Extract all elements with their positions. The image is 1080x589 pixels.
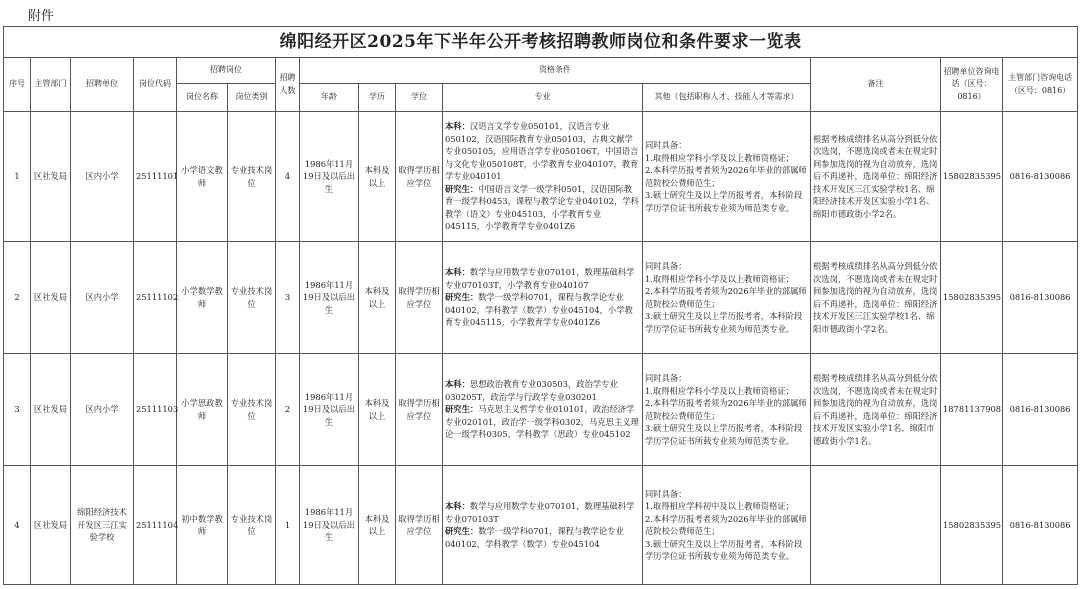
cell-unit: 区内小学 — [71, 242, 134, 354]
cell-code: 25111102 — [134, 242, 177, 354]
cell-age: 1986年11月19日及以后出生 — [300, 112, 359, 242]
postgrad-label: 研究生： — [445, 404, 479, 415]
cell-dept: 区社发局 — [31, 466, 71, 585]
other-line: 3.硕士研究生及以上学历报考者，本科阶段学历学位证书所载专业须为师范类专业。 — [645, 423, 803, 446]
table-row — [4, 466, 1078, 585]
header-count: 招聘人数 — [276, 58, 300, 112]
header-degree: 学位 — [396, 84, 443, 112]
cell-major — [443, 466, 643, 585]
header-unit-phone: 招聘单位咨询电话（区号：0816） — [941, 58, 1003, 112]
cell-post-name: 初中数学教师 — [177, 466, 228, 585]
postgrad-label: 研究生： — [445, 526, 479, 536]
cell-major — [443, 242, 643, 354]
cell-degree: 取得学历相应学位 — [396, 354, 443, 466]
cell-degree: 取得学历相应学位 — [396, 112, 443, 242]
cell-remark — [811, 466, 941, 585]
cell-post-type: 专业技术岗位 — [228, 466, 276, 585]
page-title: 绵阳经开区2025年下半年公开考核招聘教师岗位和条件要求一览表 — [4, 27, 1078, 58]
other-line: 1.取得相应学科小学及以上教师资格证； — [645, 152, 794, 163]
cell-count: 1 — [276, 466, 300, 585]
cell-remark: 根据考核成绩排名从高分到低分依次选岗，不愿选岗或者未在规定时间参加选岗的视为自动放弃，选岗后不再递补，选岗单位：绵阳经济技术开发区三江实验学校1名、绵阳经济技术开发区实验小学1名、绵阳市德政街小学2名。 — [811, 112, 941, 242]
header-qual: 资格条件 — [300, 58, 811, 84]
cell-age: 1986年11月19日及以后出生 — [300, 354, 359, 466]
cell-post-type: 专业技术岗位 — [228, 242, 276, 354]
header-age: 年龄 — [300, 84, 359, 112]
cell-edu: 本科及以上 — [359, 112, 396, 242]
cell-count: 4 — [276, 112, 300, 242]
cell-degree: 取得学历相应学位 — [396, 242, 443, 354]
cell-dept-phone: 0816-8130086 — [1003, 242, 1078, 354]
other-line: 3.硕士研究生及以上学历报考者，本科阶段学历学位证书所载专业须为师范类专业。 — [645, 190, 803, 213]
other-line: 2.本科学历报考者须为2026年毕业的部属师范院校公费师范生； — [645, 398, 807, 421]
postgrad-label: 研究生： — [445, 292, 479, 303]
cell-age: 1986年11月19日及以后出生 — [300, 466, 359, 585]
cell-seq: 4 — [4, 466, 31, 585]
other-line: 1.取得相应学科初中及以上教师资格证； — [645, 501, 794, 511]
cell-code: 25111104 — [134, 466, 177, 585]
recruitment-table — [3, 26, 1078, 585]
cell-seq: 2 — [4, 242, 31, 354]
cell-post-type: 专业技术岗位 — [228, 354, 276, 466]
cell-edu: 本科及以上 — [359, 354, 396, 466]
annex-label: 附件 — [28, 9, 55, 24]
cell-other — [643, 112, 811, 242]
other-line: 2.本科学历报考者须为2026年毕业的部属师范院校公费师范生； — [645, 286, 807, 309]
header-other: 其他（包括职称人才、技能人才等需求） — [643, 84, 811, 112]
other-line: 3.硕士研究生及以上学历报考者，本科阶段学历学位证书所载专业须为师范类专业。 — [645, 311, 803, 334]
undergrad-majors: 数学与应用数学专业070101，数理基础科学专业070103T — [445, 501, 635, 524]
cell-degree: 取得学历相应学位 — [396, 466, 443, 585]
header-edu: 学历 — [359, 84, 396, 112]
cell-unit-phone: 15802835395 — [941, 112, 1003, 242]
other-line: 同时具备： — [645, 488, 687, 499]
cell-unit: 绵阳经济技术开发区三江实验学校 — [71, 466, 134, 585]
cell-post-type: 专业技术岗位 — [228, 112, 276, 242]
cell-other — [643, 242, 811, 354]
other-line: 2.本科学历报考者须为2026年毕业的部属师范院校公费师范生； — [645, 165, 807, 188]
cell-dept: 区社发局 — [31, 112, 71, 242]
cell-unit: 区内小学 — [71, 112, 134, 242]
table-row — [4, 242, 1078, 354]
cell-unit: 区内小学 — [71, 354, 134, 466]
cell-code: 25111101 — [134, 112, 177, 242]
other-line: 1.取得相应学科小学及以上教师资格证； — [645, 385, 794, 396]
cell-age: 1986年11月19日及以后出生 — [300, 242, 359, 354]
cell-count: 2 — [276, 354, 300, 466]
undergrad-label: 本科： — [445, 379, 470, 390]
cell-dept-phone: 0816-8130086 — [1003, 354, 1078, 466]
header-post-name: 岗位名称 — [177, 84, 228, 112]
cell-dept-phone: 0816-8130086 — [1003, 112, 1078, 242]
cell-post-name: 小学语文教师 — [177, 112, 228, 242]
undergrad-label: 本科： — [445, 501, 470, 511]
header-post: 招聘岗位 — [177, 58, 276, 84]
cell-other — [643, 354, 811, 466]
postgrad-majors: 中国语言文学一级学科0501，汉语国际教育一级学科0453，课程与教学论专业040102，学科教学（语文）专业045103，小学教育专业045115，小学教育学专业0401Z6 — [445, 183, 639, 232]
cell-major — [443, 354, 643, 466]
undergrad-majors: 数学与应用数学专业070101，数理基础科学专业070103T，小学教育专业040107 — [445, 267, 635, 290]
postgrad-label: 研究生： — [445, 183, 479, 194]
undergrad-label: 本科： — [445, 121, 470, 132]
table-row — [4, 354, 1078, 466]
cell-code: 25111103 — [134, 354, 177, 466]
header-code: 岗位代码 — [134, 58, 177, 112]
cell-seq: 1 — [4, 112, 31, 242]
cell-post-name: 小学思政教师 — [177, 354, 228, 466]
header-post-type: 岗位类别 — [228, 84, 276, 112]
cell-dept: 区社发局 — [31, 354, 71, 466]
undergrad-majors: 思想政治教育专业030503，政治学专业030205T，政治学与行政学专业030201 — [445, 379, 618, 402]
cell-unit-phone: 15802835395 — [941, 242, 1003, 354]
cell-seq: 3 — [4, 354, 31, 466]
cell-post-name: 小学数学教师 — [177, 242, 228, 354]
header-seq: 序号 — [4, 58, 31, 112]
cell-remark: 根据考核成绩排名从高分到低分依次选岗，不愿选岗或者未在规定时间参加选岗的视为自动放弃，选岗后不再递补，选岗单位：绵阳经济技术开发区三江实验学校1名、绵阳市德政街小学2名。 — [811, 242, 941, 354]
postgrad-majors: 马克思主义哲学专业010101，政治经济学专业020101，政治学一级学科0302，马克思主义理论一级学科0305，学科教学（思政）专业045102 — [445, 404, 639, 440]
cell-count: 3 — [276, 242, 300, 354]
other-line: 2.本科学历报考者须为2026年毕业的部属师范院校公费师范生； — [645, 513, 807, 536]
undergrad-majors: 汉语言文学专业050101，汉语言专业050102，汉语国际教育专业050103，古典文献学专业050105，应用语言学专业050106T，中国语言与文化专业050108T，小学教育专业040107，教育学专业040101 — [445, 121, 639, 182]
cell-edu: 本科及以上 — [359, 466, 396, 585]
cell-edu: 本科及以上 — [359, 242, 396, 354]
other-line: 3.硕士研究生及以上学历报考者，本科阶段学历学位证书所载专业须为师范类专业。 — [645, 538, 803, 561]
cell-major — [443, 112, 643, 242]
other-line: 同时具备： — [645, 140, 687, 150]
cell-unit-phone: 18781137908 — [941, 354, 1003, 466]
other-line: 同时具备： — [645, 261, 687, 271]
cell-unit-phone: 15802835395 — [941, 466, 1003, 585]
postgrad-majors: 数学一级学科0701，课程与教学论专业040102，学科教学（数学）专业045104 — [445, 526, 624, 549]
header-major: 专业 — [443, 84, 643, 112]
table-row — [4, 112, 1078, 242]
header-dept: 主管部门 — [31, 58, 71, 112]
other-line: 1.取得相应学科小学及以上教师资格证； — [645, 273, 794, 284]
cell-remark: 根据考核成绩排名从高分到低分依次选岗，不愿选岗或者未在规定时间参加选岗的视为自动放弃，选岗后不再递补，选岗单位：绵阳经济技术开发区实验小学1名、绵阳市德政街小学1名。 — [811, 354, 941, 466]
cell-dept: 区社发局 — [31, 242, 71, 354]
cell-other — [643, 466, 811, 585]
header-unit: 招聘单位 — [71, 58, 134, 112]
postgrad-majors: 数学一级学科0701，课程与教学论专业040102，学科教学（数学）专业045104，小学教育专业045115，小学教育学专业0401Z6 — [445, 292, 633, 328]
other-line: 同时具备： — [645, 373, 687, 383]
cell-dept-phone: 0816-8130086 — [1003, 466, 1078, 585]
header-remark: 备注 — [811, 58, 941, 112]
undergrad-label: 本科： — [445, 267, 470, 278]
header-dept-phone: 主管部门咨询电话（区号：0816） — [1003, 58, 1078, 112]
